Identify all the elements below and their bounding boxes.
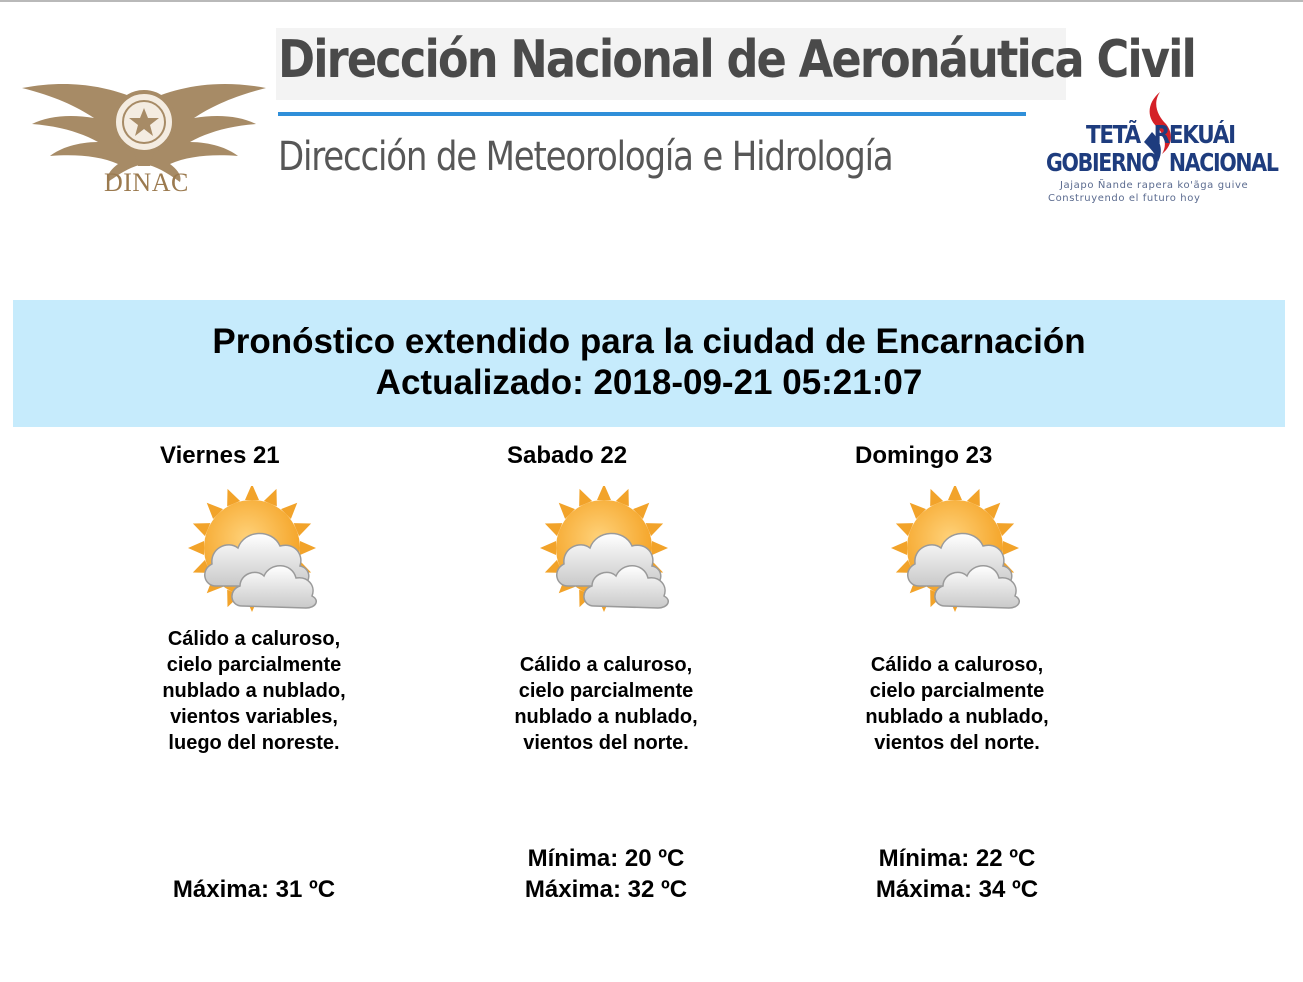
banner-divider [278,112,1026,116]
forecast-updated-timestamp: Actualizado: 2018-09-21 05:21:07 [375,363,923,402]
gov-logo-line1 [1086,120,1235,149]
gov-logo-rekuai: REKUÁI [1153,120,1235,149]
day-max-temp: Máxima: 32 ºC [524,876,688,903]
partly-cloudy-sun-icon [889,486,1029,626]
day-description: Cálido a caluroso, cielo parcialmente nublado a nublado, vientos variables, luego del noreste. [162,628,346,754]
page-title: Dirección Nacional de Aeronáutica Civil [278,30,1196,90]
day-label: Domingo 23 [855,442,993,469]
page-subtitle: Dirección de Meteorología e Hidrología [278,134,893,180]
day-forecast-sabado [446,440,766,920]
day-min-temp: Mínima: 22 ºC [878,845,1036,872]
day-forecast-viernes [94,440,414,920]
gov-logo-nacional: NACIONAL [1168,148,1278,177]
day-label: Viernes 21 [160,442,280,469]
day-description: Cálido a caluroso, cielo parcialmente nublado a nublado, vientos del norte. [514,654,698,754]
day-min-temp: Mínima: 20 ºC [527,845,685,872]
forecast-title: Pronóstico extendido para la ciudad de Encarnación [212,322,1086,361]
gov-logo-gobierno: GOBIERNO [1046,148,1158,177]
gov-logo-tagline-guarani: Jajapo Ñande rapera ko'ãga guive [1060,180,1249,191]
gov-logo-line2 [1046,148,1278,177]
day-max-temp: Máxima: 34 ºC [875,876,1039,903]
gov-logo-tagline-spanish: Construyendo el futuro hoy [1048,193,1201,204]
dinac-logo-text: DINAC [104,168,189,197]
day-label: Sabado 22 [507,442,628,469]
gov-logo-teta: TETÃ [1086,120,1140,149]
day-max-temp: Máxima: 31 ºC [172,876,336,903]
top-border [0,0,1303,2]
partly-cloudy-sun-icon [186,486,326,626]
forecast-header [13,300,1285,427]
day-description: Cálido a caluroso, cielo parcialmente nublado a nublado, vientos del norte. [865,654,1049,754]
partly-cloudy-sun-icon [538,486,678,626]
day-forecast-domingo [797,440,1117,920]
